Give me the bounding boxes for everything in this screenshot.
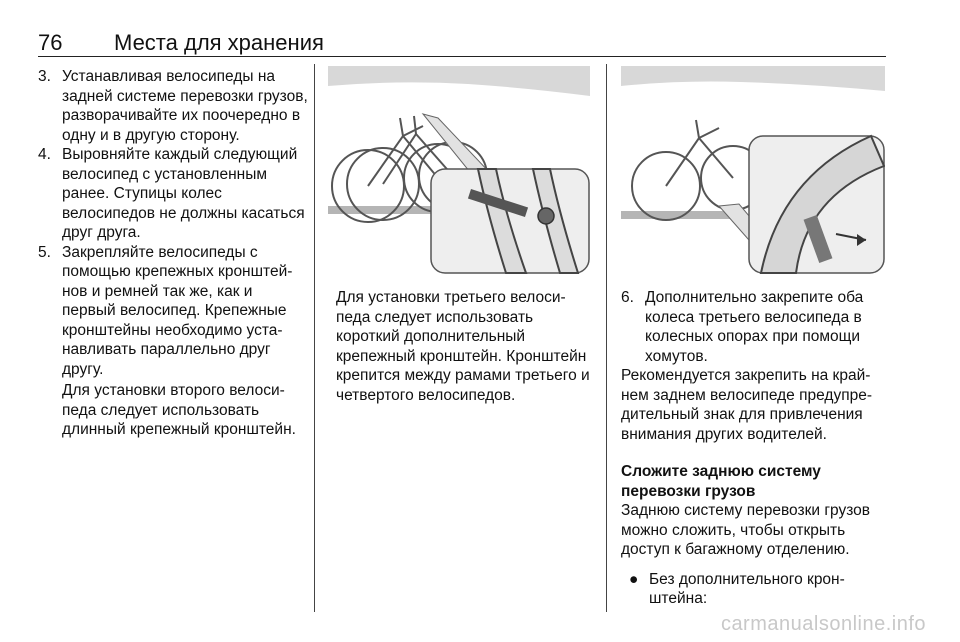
step-number: 4. [38,146,51,163]
column-2 [328,66,590,405]
column-3 [621,66,889,609]
second-bike-note: Для установки второго велосипеда следует использовать длинный крепежный кронштейн. [62,382,296,438]
wheel-strap-illustration [621,66,885,274]
step-4 [38,145,308,243]
step-text: Выровняйте каждый следующий велосипед с установленным ранее. Ступицы колес велосипедов не должны касаться друг друга. [62,146,305,241]
step-number: 3. [38,68,51,85]
page-number: 76 [38,30,63,55]
bullet-text: Без дополнительного кронштейна: [649,570,845,607]
figure-caption: Для установки третьего велосипеда следует использовать короткий дополнительный крепежный кронштейн. Кронштейн крепится между рамами третьего и четвертого велосипедов. [336,289,590,404]
steps-list-continued [621,288,889,366]
recommendation-text: Рекомендуется закрепить на крайнем заднем велосипеде предупредительный знак для привлечения внимания других водителей. [621,367,873,443]
step-text: Дополнительно закрепите оба колеса третьего велосипеда в колесных опорах при помощи хомутов. [645,289,864,365]
section-heading: Сложите заднюю систему перевозки грузов [621,463,821,500]
column-divider-1 [314,64,315,612]
steps-list [38,67,308,379]
step-number: 5. [38,243,51,261]
column-divider-2 [606,64,607,612]
bullet-dot-icon: ● [629,570,639,588]
step-5 [38,243,308,380]
section-text: Заднюю систему перевозки грузов можно сложить, чтобы открыть доступ к багажному отделению. [621,502,870,558]
bike-bracket-illustration [328,66,590,274]
step-number: 6. [621,289,634,306]
watermark: carmanualsonline.info [720,613,926,635]
step-6 [621,288,889,366]
step-3 [38,67,308,145]
page-title: Места для хранения [114,30,324,55]
bullet-item [621,570,889,609]
step-text: Устанавливая велосипеды на задней системе перевозки грузов, разворачивайте их поочередно в одну и в другую сторону. [62,68,308,144]
step-text: Закрепляйте велосипеды с помощью крепежных кронштейнов и ремней так же, как и первый велосипед. Крепежные кронштейны необходимо устанавливать параллельно друг другу. [62,243,293,378]
column-1 [38,67,308,440]
page-header [38,30,886,57]
